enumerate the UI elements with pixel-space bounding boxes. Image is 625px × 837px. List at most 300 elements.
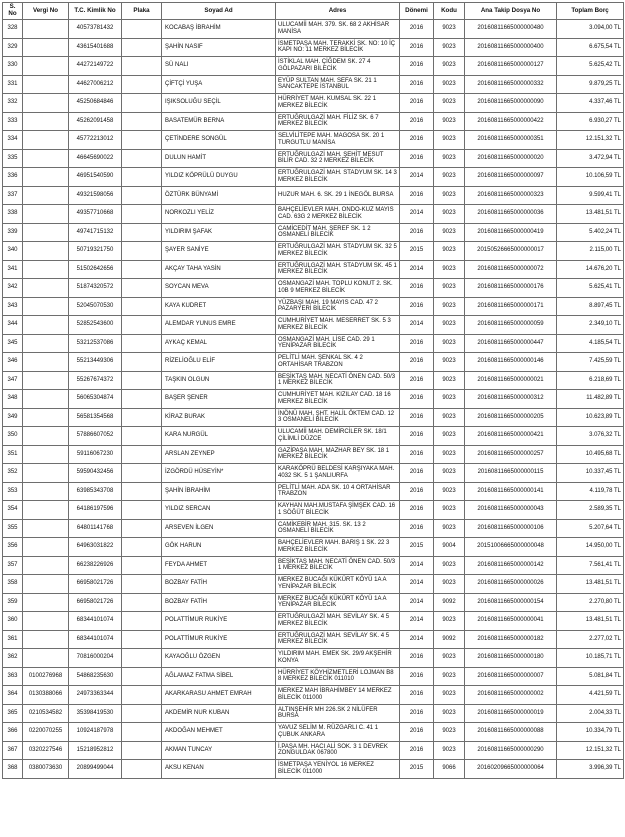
cell-vergi-no: 0380073630 <box>23 760 69 779</box>
cell-kodu: 9023 <box>434 112 465 131</box>
cell-plaka <box>122 112 162 131</box>
cell-donemi: 2016 <box>400 501 434 520</box>
cell-vergi-no <box>23 75 69 94</box>
cell-vergi-no <box>23 390 69 409</box>
cell-dosya-no: 20160811665000000171 <box>465 297 557 316</box>
cell-tc-kimlik-no: 51502642656 <box>69 260 122 279</box>
cell-dosya-no: 20160811665000000019 <box>465 704 557 723</box>
cell-no: 362 <box>3 649 23 668</box>
cell-dosya-no: 20160811665000000007 <box>465 667 557 686</box>
cell-tc-kimlik-no: 70816000204 <box>69 649 122 668</box>
cell-toplam-borc: 7.425,59 TL <box>557 353 624 372</box>
cell-vergi-no <box>23 630 69 649</box>
cell-adres: ERTUĞRULGAZİ MAH. FİLİZ SK. 6 7 MERKEZ BİLECİK <box>276 112 400 131</box>
cell-tc-kimlik-no: 35398419530 <box>69 704 122 723</box>
cell-donemi: 2016 <box>400 149 434 168</box>
cell-adres: İSMETPAŞA YENİYOL 16 MERKEZ BİLECİK 011000 <box>276 760 400 779</box>
cell-kodu: 9023 <box>434 667 465 686</box>
cell-tc-kimlik-no: 49357710668 <box>69 205 122 224</box>
cell-plaka <box>122 445 162 464</box>
cell-soyad-ad: DULUN HAMİT <box>162 149 276 168</box>
cell-toplam-borc: 9.599,41 TL <box>557 186 624 205</box>
cell-toplam-borc: 10.337,45 TL <box>557 464 624 483</box>
table-row <box>3 242 624 261</box>
cell-soyad-ad: KOCABAŞ İBRAHİM <box>162 20 276 39</box>
cell-no: 368 <box>3 760 23 779</box>
table-body <box>3 20 624 779</box>
cell-toplam-borc: 6.218,69 TL <box>557 371 624 390</box>
col-header-toplam-borc: Toplam Borç <box>557 3 624 20</box>
table-row <box>3 575 624 594</box>
table-row <box>3 501 624 520</box>
cell-soyad-ad: AKÇAY TAHA YASİN <box>162 260 276 279</box>
cell-soyad-ad: RİZELİOĞLU ELİF <box>162 353 276 372</box>
cell-donemi: 2016 <box>400 279 434 298</box>
cell-no: 330 <box>3 57 23 76</box>
cell-donemi: 2015 <box>400 760 434 779</box>
cell-tc-kimlik-no: 49321598056 <box>69 186 122 205</box>
cell-adres: ULUCAMİİ MAH. 379. SK. 68 2 AKHİSAR MANİSA <box>276 20 400 39</box>
cell-donemi: 2016 <box>400 686 434 705</box>
cell-tc-kimlik-no: 64963031822 <box>69 538 122 557</box>
cell-kodu: 9023 <box>434 408 465 427</box>
cell-dosya-no: 20160811665000000176 <box>465 279 557 298</box>
cell-plaka <box>122 630 162 649</box>
table-row <box>3 538 624 557</box>
cell-donemi: 2015 <box>400 538 434 557</box>
table-row <box>3 353 624 372</box>
cell-no: 361 <box>3 630 23 649</box>
cell-adres: ERTUĞRULGAZİ MAH. STADYUM SK. 14 3 MERKEZ BİLECİK <box>276 168 400 187</box>
cell-soyad-ad: ŞAYER SANİYE <box>162 242 276 261</box>
cell-adres: İ.PAŞA MH. HACI ALİ SOK. 3 1 DEVREK ZONGULDAK 067800 <box>276 741 400 760</box>
cell-adres: CUMHURİYET MAH. MESERRET SK. 5 3 MERKEZ BİLECİK <box>276 316 400 335</box>
cell-adres: ERTUĞRULGAZİ MAH. ŞEHİT MESUT BİLİR CAD. 32 2 MERKEZ BİLECİK <box>276 149 400 168</box>
cell-plaka <box>122 297 162 316</box>
cell-dosya-no: 20160811665000000088 <box>465 723 557 742</box>
cell-kodu: 9023 <box>434 464 465 483</box>
cell-adres: CAMİCEDİT MAH. ŞEREF SK. 1 2 OSMANELİ BİLECİK <box>276 223 400 242</box>
cell-plaka <box>122 519 162 538</box>
cell-kodu: 9023 <box>434 260 465 279</box>
cell-dosya-no: 20160811665000000154 <box>465 593 557 612</box>
col-header-kodu: Kodu <box>434 3 465 20</box>
col-header-no: S. No <box>3 3 23 20</box>
cell-plaka <box>122 482 162 501</box>
cell-kodu: 9023 <box>434 149 465 168</box>
cell-dosya-no: 20160811665000000205 <box>465 408 557 427</box>
cell-dosya-no: 20160811665000000146 <box>465 353 557 372</box>
cell-tc-kimlik-no: 66238226926 <box>69 556 122 575</box>
cell-vergi-no: 0220070255 <box>23 723 69 742</box>
cell-dosya-no: 20160811665000000182 <box>465 630 557 649</box>
cell-soyad-ad: YILDIRIM ŞAFAK <box>162 223 276 242</box>
cell-soyad-ad: POLATTİMUR RUKİYE <box>162 612 276 631</box>
cell-adres: PELİTLİ MAH. ADA SK. 10 4 ORTAHİSAR TRABZON <box>276 482 400 501</box>
cell-dosya-no: 20160811665000000421 <box>465 427 557 446</box>
cell-no: 351 <box>3 445 23 464</box>
cell-tc-kimlik-no: 46951540590 <box>69 168 122 187</box>
cell-toplam-borc: 12.151,32 TL <box>557 741 624 760</box>
table-row <box>3 279 624 298</box>
cell-toplam-borc: 5.625,41 TL <box>557 279 624 298</box>
cell-vergi-no: 0320227546 <box>23 741 69 760</box>
cell-plaka <box>122 390 162 409</box>
cell-vergi-no <box>23 242 69 261</box>
cell-donemi: 2014 <box>400 612 434 631</box>
table-row <box>3 482 624 501</box>
table-row <box>3 519 624 538</box>
col-header-vergi-no: Vergi No <box>23 3 69 20</box>
cell-toplam-borc: 3.094,00 TL <box>557 20 624 39</box>
table-row <box>3 334 624 353</box>
cell-tc-kimlik-no: 55267674372 <box>69 371 122 390</box>
cell-dosya-no: 20160811665000000257 <box>465 445 557 464</box>
cell-no: 345 <box>3 334 23 353</box>
cell-dosya-no: 20160811665000000351 <box>465 131 557 150</box>
cell-tc-kimlik-no: 45262091458 <box>69 112 122 131</box>
cell-kodu: 9023 <box>434 390 465 409</box>
cell-soyad-ad: İZGÖRDÜ HÜSEYİN* <box>162 464 276 483</box>
col-header-dosya-no: Ana Takip Dosya No <box>465 3 557 20</box>
table-row <box>3 593 624 612</box>
cell-soyad-ad: ARSLAN ZEYNEP <box>162 445 276 464</box>
table-row <box>3 723 624 742</box>
debt-table <box>2 2 624 779</box>
cell-donemi: 2016 <box>400 112 434 131</box>
cell-no: 354 <box>3 501 23 520</box>
table-row <box>3 186 624 205</box>
cell-vergi-no: 0100276968 <box>23 667 69 686</box>
table-row <box>3 149 624 168</box>
cell-tc-kimlik-no: 66958021726 <box>69 575 122 594</box>
table-row <box>3 630 624 649</box>
cell-dosya-no: 20160811665000000332 <box>465 75 557 94</box>
cell-plaka <box>122 741 162 760</box>
cell-tc-kimlik-no: 44272149722 <box>69 57 122 76</box>
cell-toplam-borc: 10.334,79 TL <box>557 723 624 742</box>
cell-soyad-ad: ÖZTÜRK BÜNYAMİ <box>162 186 276 205</box>
cell-no: 357 <box>3 556 23 575</box>
cell-tc-kimlik-no: 52045070530 <box>69 297 122 316</box>
cell-tc-kimlik-no: 57886607052 <box>69 427 122 446</box>
cell-toplam-borc: 13.481,51 TL <box>557 575 624 594</box>
table-header-row <box>3 3 624 20</box>
cell-plaka <box>122 556 162 575</box>
cell-donemi: 2016 <box>400 704 434 723</box>
cell-tc-kimlik-no: 40573781432 <box>69 20 122 39</box>
cell-kodu: 9023 <box>434 371 465 390</box>
cell-tc-kimlik-no: 43615401688 <box>69 38 122 57</box>
cell-dosya-no: 20160811665000000090 <box>465 94 557 113</box>
cell-toplam-borc: 10.495,68 TL <box>557 445 624 464</box>
cell-kodu: 9023 <box>434 168 465 187</box>
cell-tc-kimlik-no: 68344101074 <box>69 612 122 631</box>
cell-soyad-ad: ÇETİNDERE SONGÜL <box>162 131 276 150</box>
cell-kodu: 9023 <box>434 445 465 464</box>
cell-tc-kimlik-no: 50719321750 <box>69 242 122 261</box>
cell-adres: OSMANGAZİ MAH. TOPLU KONUT 2. SK. 10B 9 MERKEZ BİLECİK <box>276 279 400 298</box>
cell-vergi-no <box>23 649 69 668</box>
cell-kodu: 9023 <box>434 482 465 501</box>
cell-kodu: 9023 <box>434 297 465 316</box>
cell-tc-kimlik-no: 54868235630 <box>69 667 122 686</box>
table-row <box>3 205 624 224</box>
table-row <box>3 131 624 150</box>
cell-vergi-no <box>23 464 69 483</box>
cell-donemi: 2016 <box>400 131 434 150</box>
cell-soyad-ad: TAŞKIN OLGUN <box>162 371 276 390</box>
cell-kodu: 9023 <box>434 519 465 538</box>
cell-dosya-no: 20160811665000000072 <box>465 260 557 279</box>
cell-no: 364 <box>3 686 23 705</box>
cell-soyad-ad: POLATTİMUR RUKİYE <box>162 630 276 649</box>
cell-no: 347 <box>3 371 23 390</box>
cell-soyad-ad: ALEMDAR YUNUS EMRE <box>162 316 276 335</box>
cell-donemi: 2014 <box>400 205 434 224</box>
cell-adres: İNÖNÜ MAH. ŞHT. HALİL ÖKTEM CAD. 12 3 OSMANELİ BİLECİK <box>276 408 400 427</box>
cell-toplam-borc: 3.996,39 TL <box>557 760 624 779</box>
cell-kodu: 9023 <box>434 686 465 705</box>
cell-vergi-no <box>23 112 69 131</box>
table-row <box>3 223 624 242</box>
cell-no: 337 <box>3 186 23 205</box>
cell-toplam-borc: 13.481,51 TL <box>557 612 624 631</box>
table-row <box>3 704 624 723</box>
cell-tc-kimlik-no: 56065304874 <box>69 390 122 409</box>
cell-adres: ALTINŞEHİR MH 226.SK 2 NİLÜFER BURSA <box>276 704 400 723</box>
cell-toplam-borc: 5.402,24 TL <box>557 223 624 242</box>
cell-dosya-no: 20160811665000000142 <box>465 556 557 575</box>
cell-toplam-borc: 5.081,84 TL <box>557 667 624 686</box>
cell-adres: ERTUĞRULGAZİ MAH. STADYUM SK. 45 1 MERKEZ BİLECİK <box>276 260 400 279</box>
cell-no: 339 <box>3 223 23 242</box>
cell-donemi: 2016 <box>400 38 434 57</box>
cell-dosya-no: 20160811665000000020 <box>465 149 557 168</box>
cell-tc-kimlik-no: 45250684846 <box>69 94 122 113</box>
cell-vergi-no <box>23 519 69 538</box>
cell-adres: ERTUĞRULGAZİ MAH. SEVİLAY SK. 4 5 MERKEZ BİLECİK <box>276 612 400 631</box>
cell-kodu: 9023 <box>434 334 465 353</box>
cell-kodu: 9023 <box>434 38 465 57</box>
cell-dosya-no: 20160811665000000036 <box>465 205 557 224</box>
cell-tc-kimlik-no: 64186197596 <box>69 501 122 520</box>
cell-dosya-no: 20160811665000000002 <box>465 686 557 705</box>
table-row <box>3 612 624 631</box>
table-row <box>3 94 624 113</box>
table-row <box>3 371 624 390</box>
cell-plaka <box>122 427 162 446</box>
cell-kodu: 9023 <box>434 20 465 39</box>
cell-plaka <box>122 168 162 187</box>
table-row <box>3 686 624 705</box>
col-header-soyad-ad: Soyad Ad <box>162 3 276 20</box>
table-row <box>3 297 624 316</box>
cell-plaka <box>122 75 162 94</box>
cell-dosya-no: 20160209665000000064 <box>465 760 557 779</box>
cell-soyad-ad: AYKAÇ KEMAL <box>162 334 276 353</box>
cell-no: 328 <box>3 20 23 39</box>
cell-kodu: 9023 <box>434 223 465 242</box>
cell-plaka <box>122 464 162 483</box>
cell-vergi-no <box>23 612 69 631</box>
cell-adres: HUZUR MAH. 6. SK. 29 1 İNEGÖL BURSA <box>276 186 400 205</box>
cell-vergi-no <box>23 556 69 575</box>
cell-kodu: 9023 <box>434 612 465 631</box>
cell-tc-kimlik-no: 20899499044 <box>69 760 122 779</box>
cell-vergi-no <box>23 260 69 279</box>
cell-plaka <box>122 57 162 76</box>
cell-donemi: 2016 <box>400 482 434 501</box>
cell-donemi: 2016 <box>400 667 434 686</box>
cell-soyad-ad: AKDOĞAN MEHMET <box>162 723 276 742</box>
cell-no: 333 <box>3 112 23 131</box>
cell-tc-kimlik-no: 59116067230 <box>69 445 122 464</box>
cell-tc-kimlik-no: 44627006212 <box>69 75 122 94</box>
cell-donemi: 2014 <box>400 316 434 335</box>
cell-no: 366 <box>3 723 23 742</box>
cell-kodu: 9023 <box>434 316 465 335</box>
col-header-tc-kimlik-no: T.C. Kimlik No <box>69 3 122 20</box>
cell-vergi-no <box>23 57 69 76</box>
cell-toplam-borc: 4.185,54 TL <box>557 334 624 353</box>
cell-tc-kimlik-no: 45772213012 <box>69 131 122 150</box>
cell-toplam-borc: 14.676,20 TL <box>557 260 624 279</box>
cell-plaka <box>122 538 162 557</box>
cell-dosya-no: 20160811665000000021 <box>465 371 557 390</box>
cell-plaka <box>122 334 162 353</box>
cell-kodu: 9023 <box>434 186 465 205</box>
cell-kodu: 9023 <box>434 575 465 594</box>
cell-toplam-borc: 2.004,33 TL <box>557 704 624 723</box>
cell-dosya-no: 20151006665000000048 <box>465 538 557 557</box>
cell-vergi-no <box>23 501 69 520</box>
cell-soyad-ad: GÖK HARUN <box>162 538 276 557</box>
cell-donemi: 2016 <box>400 371 434 390</box>
cell-adres: YÜZBAŞI MAH. 19 MAYIS CAD. 47 2 PAZARYERİ BİLECİK <box>276 297 400 316</box>
cell-no: 341 <box>3 260 23 279</box>
cell-tc-kimlik-no: 55213449306 <box>69 353 122 372</box>
cell-soyad-ad: AKSU KENAN <box>162 760 276 779</box>
cell-plaka <box>122 149 162 168</box>
cell-dosya-no: 20160811665000000419 <box>465 223 557 242</box>
cell-donemi: 2014 <box>400 260 434 279</box>
cell-vergi-no <box>23 316 69 335</box>
cell-kodu: 9023 <box>434 205 465 224</box>
cell-no: 358 <box>3 575 23 594</box>
cell-adres: MERKEZ MAH İBRAHİMBEY 14 MERKEZ BİLECİK 011000 <box>276 686 400 705</box>
table-row <box>3 760 624 779</box>
cell-toplam-borc: 4.337,46 TL <box>557 94 624 113</box>
cell-vergi-no: 0210534582 <box>23 704 69 723</box>
cell-vergi-no <box>23 94 69 113</box>
cell-plaka <box>122 760 162 779</box>
cell-no: 350 <box>3 427 23 446</box>
cell-vergi-no <box>23 168 69 187</box>
cell-adres: MERKEZ BUCAĞI KÜKÜRT KÖYÜ 1A A YENİPAZAR BİLECİK <box>276 593 400 612</box>
cell-kodu: 9023 <box>434 501 465 520</box>
cell-donemi: 2016 <box>400 390 434 409</box>
cell-donemi: 2016 <box>400 723 434 742</box>
cell-soyad-ad: BAŞER ŞENER <box>162 390 276 409</box>
cell-vergi-no <box>23 371 69 390</box>
cell-kodu: 9023 <box>434 723 465 742</box>
cell-toplam-borc: 12.151,32 TL <box>557 131 624 150</box>
cell-soyad-ad: BASATEMÜR BERNA <box>162 112 276 131</box>
table-row <box>3 112 624 131</box>
cell-soyad-ad: BOZBAY FATİH <box>162 593 276 612</box>
cell-dosya-no: 20160811665000000447 <box>465 334 557 353</box>
cell-adres: BEŞİKTAŞ MAH. NECATİ ÖNEN CAD. 50/3 1 MERKEZ BİLECİK <box>276 556 400 575</box>
cell-toplam-borc: 3.472,94 TL <box>557 149 624 168</box>
cell-vergi-no <box>23 482 69 501</box>
cell-plaka <box>122 371 162 390</box>
cell-soyad-ad: KAYAOĞLU ÖZGEN <box>162 649 276 668</box>
cell-soyad-ad: AĞLAMAZ FATMA SİBEL <box>162 667 276 686</box>
cell-no: 355 <box>3 519 23 538</box>
cell-toplam-borc: 3.076,32 TL <box>557 427 624 446</box>
cell-toplam-borc: 9.879,25 TL <box>557 75 624 94</box>
cell-adres: BAHÇELİEVLER MAH. ONDO-KUZ MAYIS CAD. 63G 2 MERKEZ BİLECİK <box>276 205 400 224</box>
cell-plaka <box>122 353 162 372</box>
cell-donemi: 2014 <box>400 593 434 612</box>
cell-donemi: 2016 <box>400 223 434 242</box>
cell-kodu: 9092 <box>434 630 465 649</box>
cell-toplam-borc: 5.625,42 TL <box>557 57 624 76</box>
cell-dosya-no: 20160811665000000480 <box>465 20 557 39</box>
cell-no: 363 <box>3 667 23 686</box>
cell-soyad-ad: BOZBAY FATİH <box>162 575 276 594</box>
cell-adres: GAZİPAŞA MAH. MAZHAR BEY SK. 18 1 MERKEZ BİLECİK <box>276 445 400 464</box>
table-row <box>3 464 624 483</box>
cell-donemi: 2016 <box>400 649 434 668</box>
cell-plaka <box>122 704 162 723</box>
table-row <box>3 57 624 76</box>
cell-dosya-no: 20160811665000000043 <box>465 501 557 520</box>
cell-adres: ULUCAMİİ MAH. DEMİRCİLER SK. 18/1 ÇİLİMLİ DÜZCE <box>276 427 400 446</box>
cell-plaka <box>122 20 162 39</box>
cell-donemi: 2016 <box>400 408 434 427</box>
cell-no: 356 <box>3 538 23 557</box>
cell-vergi-no <box>23 205 69 224</box>
cell-plaka <box>122 408 162 427</box>
table-row <box>3 408 624 427</box>
cell-donemi: 2014 <box>400 556 434 575</box>
cell-no: 344 <box>3 316 23 335</box>
cell-plaka <box>122 260 162 279</box>
cell-plaka <box>122 612 162 631</box>
cell-adres: SELVİLİTEPE MAH. MAGOSA SK. 20 1 TURGUTLU MANİSA <box>276 131 400 150</box>
cell-no: 360 <box>3 612 23 631</box>
cell-no: 334 <box>3 131 23 150</box>
cell-vergi-no <box>23 186 69 205</box>
cell-vergi-no <box>23 20 69 39</box>
cell-tc-kimlik-no: 24973363344 <box>69 686 122 705</box>
cell-vergi-no <box>23 334 69 353</box>
cell-adres: OSMANGAZİ MAH. LİSE CAD. 29 1 YENİPAZAR BİLECİK <box>276 334 400 353</box>
cell-kodu: 9023 <box>434 649 465 668</box>
cell-soyad-ad: KARA NURGÜL <box>162 427 276 446</box>
cell-soyad-ad: IŞIKSOLUĞU SEÇİL <box>162 94 276 113</box>
table-row <box>3 649 624 668</box>
cell-toplam-borc: 14.950,00 TL <box>557 538 624 557</box>
cell-plaka <box>122 38 162 57</box>
cell-tc-kimlik-no: 10924187978 <box>69 723 122 742</box>
table-row <box>3 741 624 760</box>
cell-donemi: 2016 <box>400 75 434 94</box>
cell-donemi: 2016 <box>400 519 434 538</box>
cell-toplam-borc: 4.421,59 TL <box>557 686 624 705</box>
